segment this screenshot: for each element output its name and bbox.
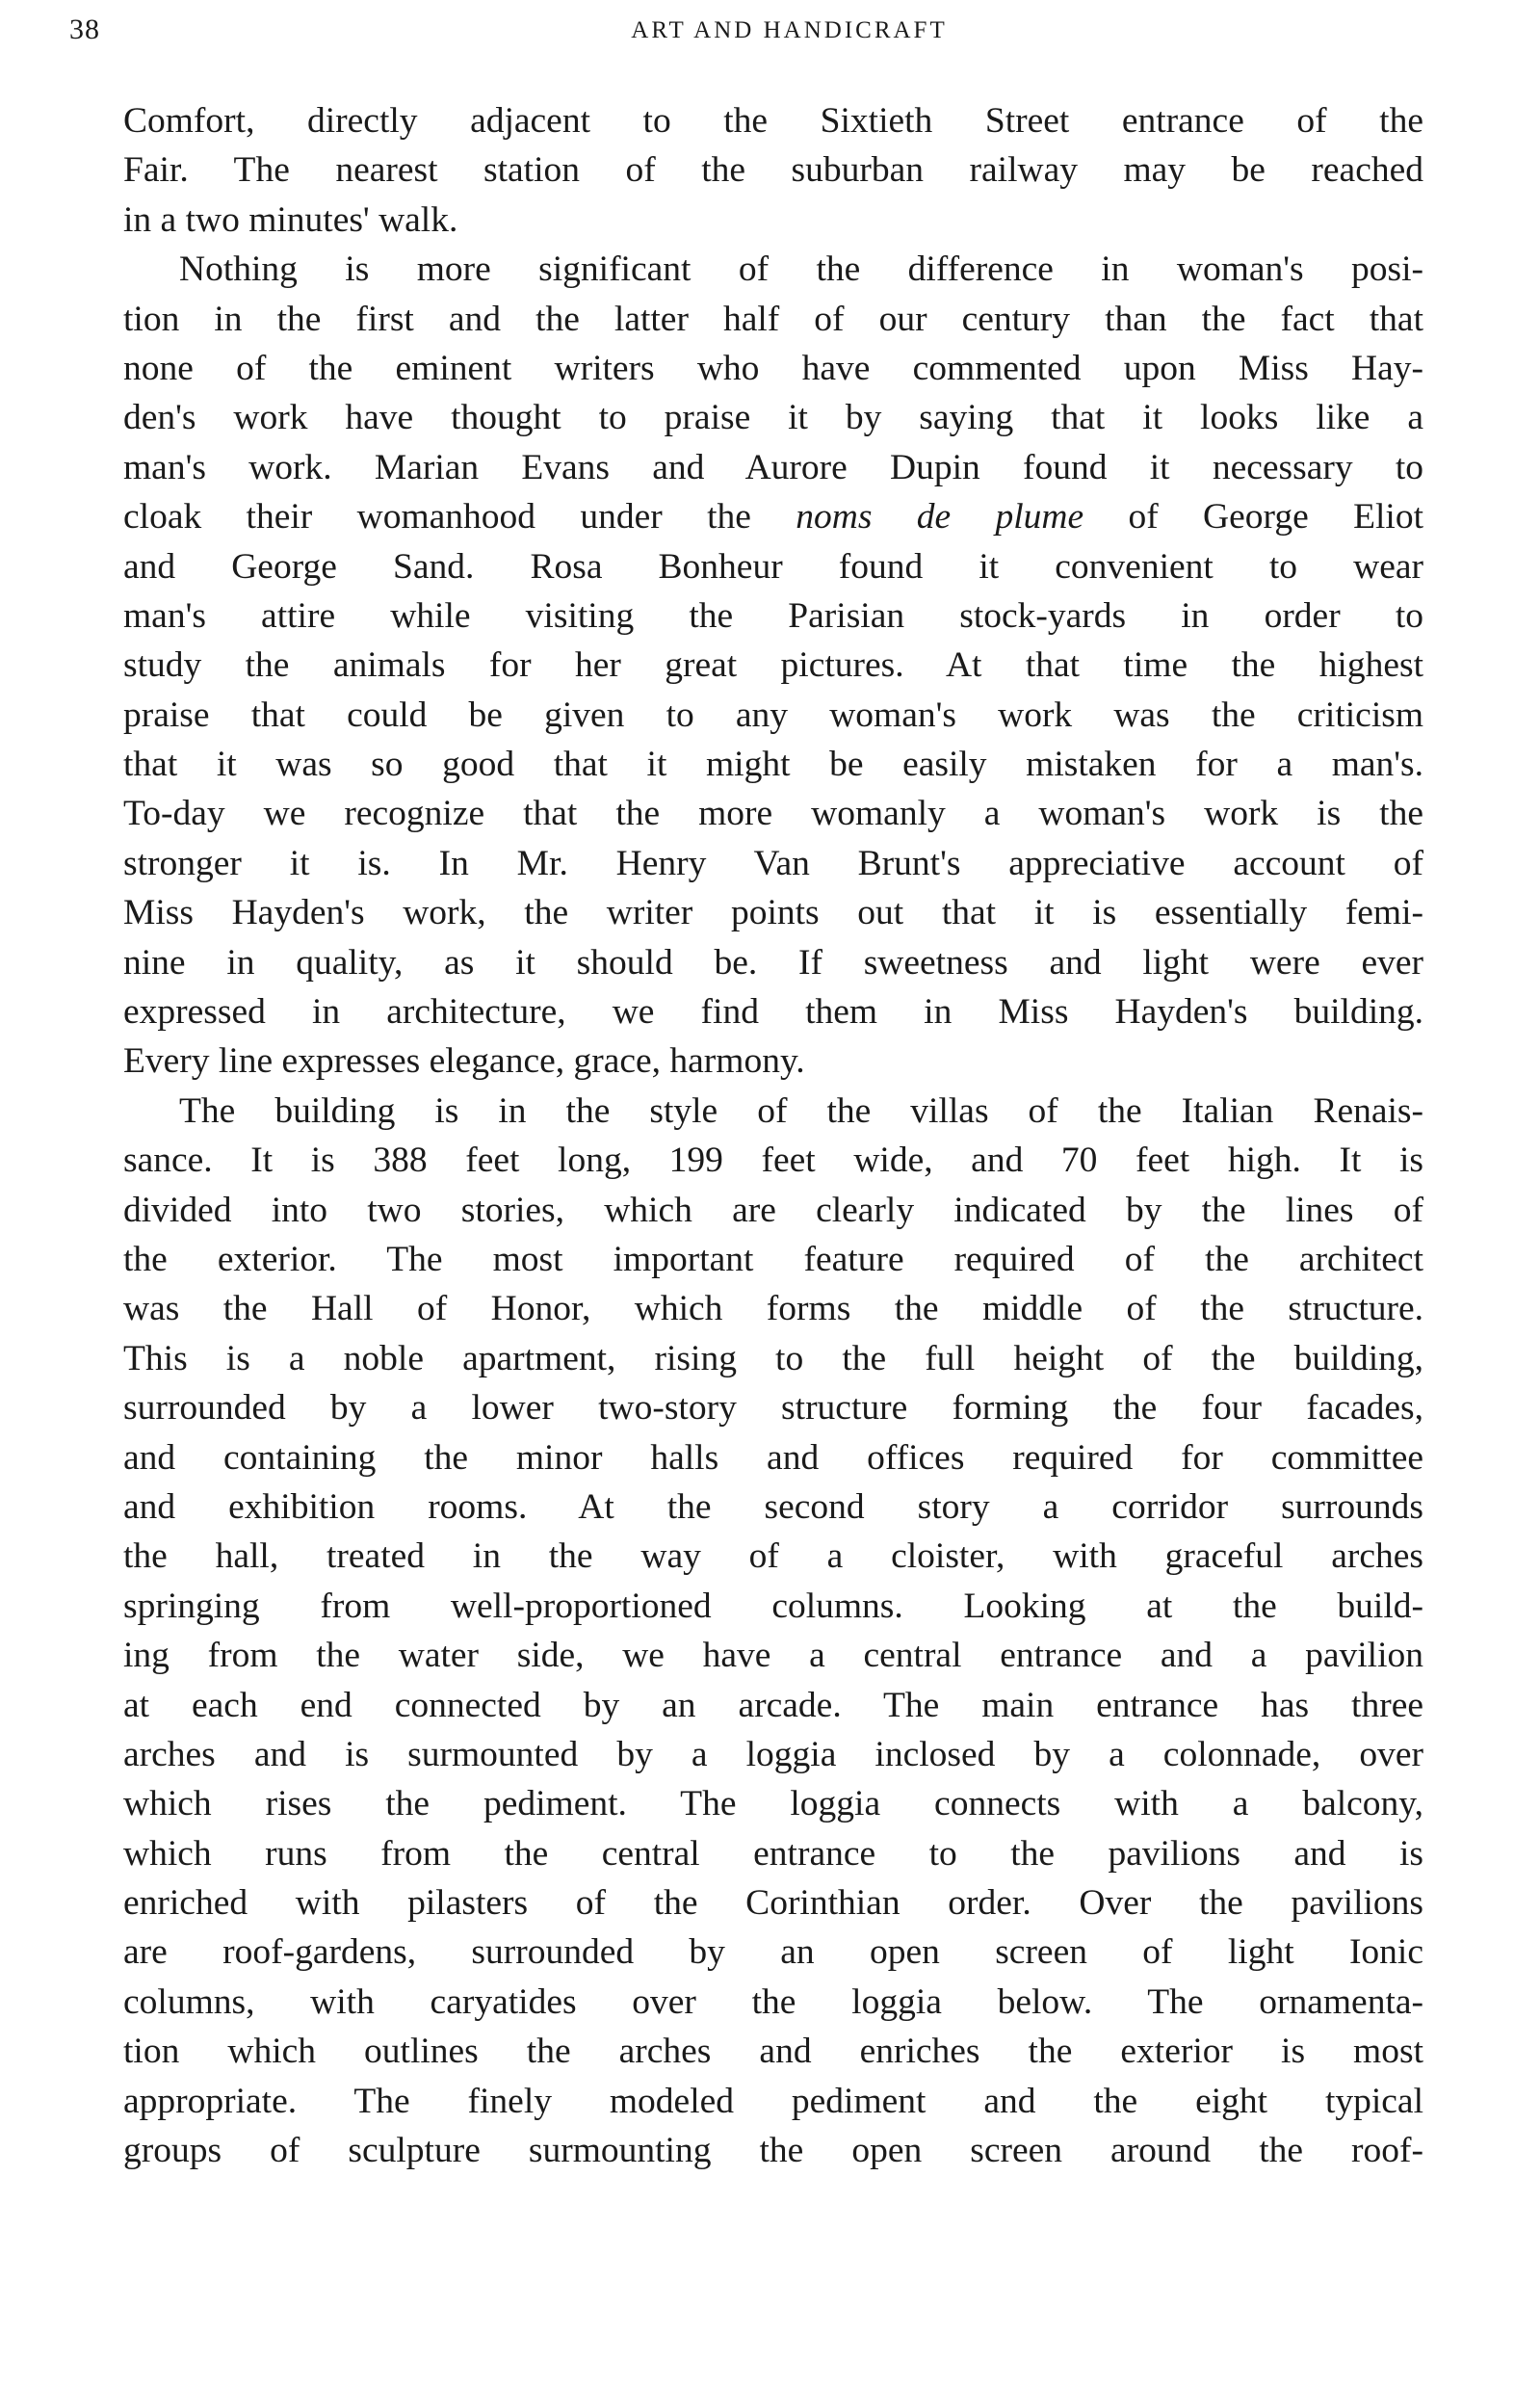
text-line: Fair. The nearest station of the suburban railway may be reached [123,150,1423,191]
text-line: at each end connected by an arcade. The main entrance has three [123,1685,1423,1725]
text-line: and exhibition rooms. At the second story a corridor surrounds [123,1486,1423,1527]
text-line: man's attire while visiting the Parisian stock-yards in order to [123,595,1423,636]
text-line: expressed in architecture, we find them in Miss Hayden's building. [123,992,1423,1033]
text-line: nine in quality, as it should be. If sweetness and light were ever [123,942,1423,983]
text-line: Every line expresses elegance, grace, harmony. [123,1041,805,1082]
text-line: which runs from the central entrance to the pavilions and is [123,1833,1423,1874]
text-line: in a two minutes' walk. [123,199,458,240]
text-line: columns, with caryatides over the loggia below. The ornamenta- [123,1981,1423,2022]
body-text [123,96,1423,2175]
text-line: study the animals for her great pictures. At that time the highest [123,645,1423,686]
text-line: divided into two stories, which are clearly indicated by the lines of [123,1190,1423,1230]
text-line: tion in the first and the latter half of our century than the fact that [123,299,1423,339]
text-line: that it was so good that it might be easily mistaken for a man's. [123,745,1423,785]
paragraph-first-line: Nothing is more significant of the difference in woman's posi- [179,249,1423,290]
text-line: springing from well-proportioned columns. Looking at the build- [123,1586,1423,1626]
text-line: Miss Hayden's work, the writer points out that it is essentially femi- [123,893,1423,933]
text-line: arches and is surmounted by a loggia inclosed by a colonnade, over [123,1734,1423,1774]
text-line: was the Hall of Honor, which forms the middle of the structure. [123,1289,1423,1329]
text-line: To-day we recognize that the more womanly a woman's work is the [123,794,1423,834]
text-line: are roof-gardens, surrounded by an open screen of light Ionic [123,1932,1423,1973]
line-text-after: of George Eliot [1083,497,1423,538]
text-line: stronger it is. In Mr. Henry Van Brunt's appreciative account of [123,843,1423,883]
italic-phrase: noms de plume [796,497,1084,538]
text-line: the hall, treated in the way of a cloister, with graceful arches [123,1536,1423,1577]
line-text-before: cloak their womanhood under the [123,497,796,538]
text-line: This is a noble apartment, rising to the full height of the building, [123,1338,1423,1378]
text-line: praise that could be given to any woman's work was the criticism [123,695,1423,735]
text-line: which rises the pediment. The loggia connects with a balcony, [123,1784,1423,1824]
text-line: tion which outlines the arches and enriches the exterior is most [123,2032,1423,2072]
text-line: den's work have thought to praise it by saying that it looks like a [123,398,1423,438]
running-title: ART AND HANDICRAFT [631,17,948,43]
text-line: Comfort, directly adjacent to the Sixtieth Street entrance of the [123,101,1423,141]
page-number: 38 [69,13,100,45]
text-line: man's work. Marian Evans and Aurore Dupin found it necessary to [123,447,1423,487]
text-line: sance. It is 388 feet long, 199 feet wide, and 70 feet high. It is [123,1141,1423,1181]
text-line: none of the eminent writers who have commented upon Miss Hay- [123,348,1423,388]
text-line: appropriate. The finely modeled pediment and the eight typical [123,2081,1423,2121]
text-line: enriched with pilasters of the Corinthian order. Over the pavilions [123,1883,1423,1924]
text-line: ing from the water side, we have a central entrance and a pavilion [123,1636,1423,1676]
text-line: groups of sculpture surmounting the open screen around the roof- [123,2131,1423,2171]
paragraph-first-line: The building is in the style of the villas of the Italian Renais- [179,1090,1423,1131]
running-head [0,13,1540,52]
text-line: and containing the minor halls and offices required for committee [123,1437,1423,1478]
text-line: and George Sand. Rosa Bonheur found it convenient to wear [123,546,1423,587]
text-line-with-italic [123,492,1423,541]
text-line: surrounded by a lower two-story structure forming the four facades, [123,1388,1423,1429]
text-line: the exterior. The most important feature required of the architect [123,1239,1423,1279]
